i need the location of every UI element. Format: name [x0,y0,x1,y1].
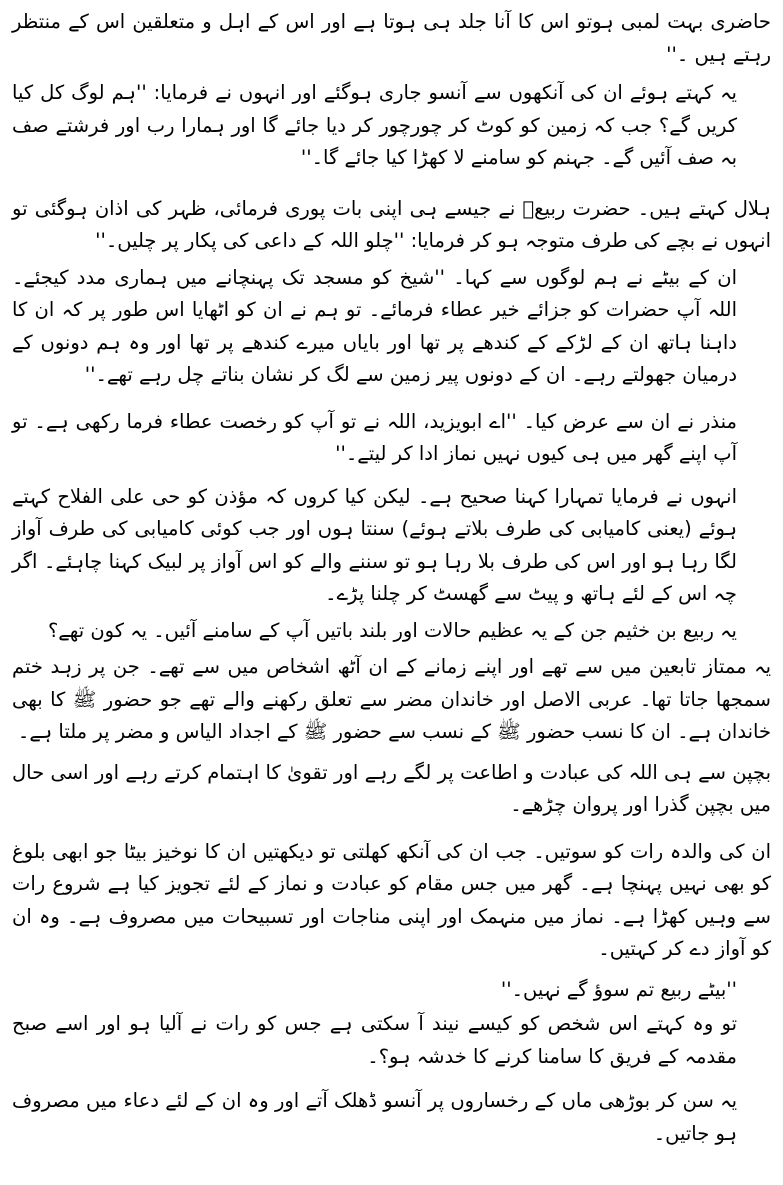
paragraph-9: بچپن سے ہی اللہ کی عبادت و اطاعت پر لگے رہے اور تقویٰ کا اہتمام کرتے رہے اور اسی حال میں بچپن گذرا اور پروان چڑھے۔ [12,760,771,816]
paragraph-11: ''بیٹے ربیع تم سوؤ گے نہیں۔'' [500,977,737,1001]
paragraph-7: یہ ربیع بن خثیم جن کے یہ عظیم حالات اور بلند باتیں آپ کے سامنے آئیں۔ یہ کون تھے؟ [47,618,737,642]
paragraph-13: یہ سن کر بوڑھی ماں کے رخساروں پر آنسو ڈھلک آتے اور وہ ان کے لئے دعاء میں مصروف ہو جاتیں۔ [12,1089,737,1145]
paragraph-2: یہ کہتے ہوئے ان کی آنکھوں سے آنسو جاری ہوگئے اور انہوں نے فرمایا: ''ہم لوگ کل کیا کریں گے؟ جب کہ زمین کو کوٹ کر چورچور کر دیا جائے گا اور ہمارا رب اور فرشتے صف بہ صف آئیں گے۔ جہنم کو سامنے لا کھڑا کیا جائے گا۔'' [12,81,737,169]
paragraph-1: حاضری بہت لمبی ہوتو اس کا آنا جلد ہی ہوتا ہے اور اس کے اہل و متعلقین اس کے منتظر رہتے ہیں ۔'' [12,10,771,66]
paragraph-3: ہلال کہتے ہیں۔ حضرت ربیعؒ نے جیسے ہی اپنی بات پوری فرمائی، ظہر کی اذان ہوگئی تو انہوں نے بچے کی طرف متوجہ ہو کر فرمایا: ''چلو اللہ کے داعی کی پکار پر چلیں۔'' [12,196,771,252]
paragraph-10: ان کی والدہ رات کو سوتیں۔ جب ان کی آنکھ کھلتی تو دیکھتیں ان کا نوخیز بیٹا جو ابھی بلوغ کو بھی نہیں پہنچا ہے۔ گھر میں جس مقام کو عبادت و نماز کے لئے تجویز کیا ہے شروع رات سے وہیں کھڑا ہے۔ نماز میں منہمک اور اپنی مناجات اور تسبیحات میں مصروف ہے۔ وہ ان کو آواز دے کر کہتیں۔ [12,839,771,960]
paragraph-12: تو وہ کہتے اس شخص کو کیسے نیند آ سکتی ہے جس کو رات نے آلیا ہو اور اسے صبح مقدمہ کے فریق کا سامنا کرنے کا خدشہ ہو؟۔ [12,1012,737,1068]
paragraph-6: انہوں نے فرمایا تمہارا کہنا صحیح ہے۔ لیکن کیا کروں کہ مؤذن کو حی علی الفلاح کہتے ہوئے (یعنی کامیابی کی طرف بلاتے ہوئے) سنتا ہوں اور جب کوئی کامیابی کی طرف آواز لگا رہا ہو اور اس کی طرف بلا رہا ہو تو سننے والے کو اس آواز پر لبیک کہنا چاہئے۔ اگر چہ اس کے لئے ہاتھ و پیٹ سے گھسٹ کر چلنا پڑے۔ [12,484,737,605]
paragraph-5: منذر نے ان سے عرض کیا۔ ''اے ابویزید، اللہ نے تو آپ کو رخصت عطاء فرما رکھی ہے۔ تو آپ اپنے گھر میں ہی کیوں نہیں نماز ادا کر لیتے۔'' [12,409,737,465]
paragraph-4: ان کے بیٹے نے ہم لوگوں سے کہا۔ ''شیخ کو مسجد تک پہنچانے میں ہماری مدد کیجئے۔ اللہ آپ حضرات کو جزائے خیر عطاء فرمائے۔ تو ہم نے ان کو اٹھایا اس طور پر کہ ان کا داہنا ہاتھ ان کے لڑکے کے کندھے پر تھا اور بایاں میرے کندھے پر تھا اور وہ ہم دونوں کے درمیان جھولتے رہے۔ ان کے دونوں پیر زمین سے لگ کر نشان بناتے چل رہے تھے۔'' [12,265,737,386]
paragraph-8: یہ ممتاز تابعین میں سے تھے اور اپنے زمانے کے ان آٹھ اشخاص میں سے تھے۔ جن پر زہد ختم سمجھا جاتا تھا۔ عربی الاصل اور خاندان مضر سے تعلق رکھنے والے تھے جو حضور ﷺ کا بھی خاندان ہے۔ ان کا نسب حضور ﷺ کے نسب سے حضور ﷺ کے اجداد الیاس و مضر پر ملتا ہے۔ [12,655,771,743]
